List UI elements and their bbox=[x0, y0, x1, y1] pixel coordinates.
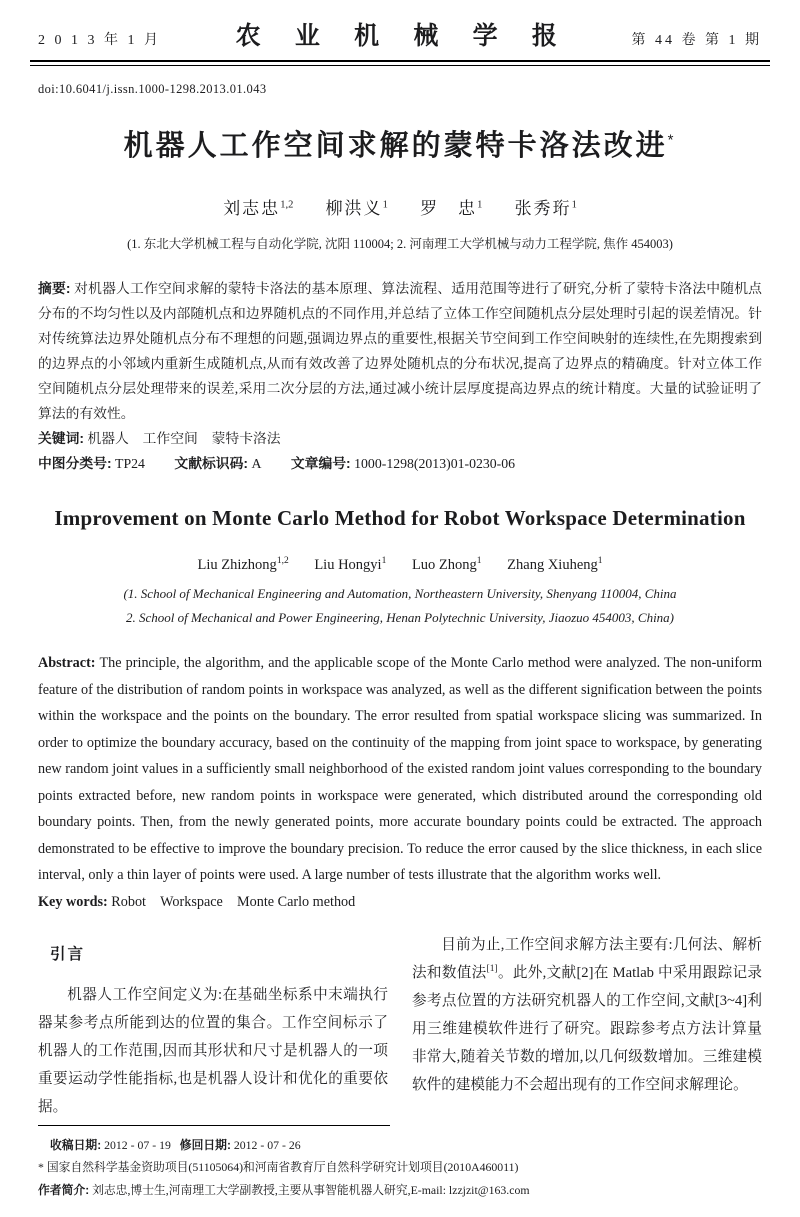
revised-value: 2012 - 07 - 26 bbox=[233, 1137, 301, 1152]
author-en-3 bbox=[412, 557, 482, 573]
footnote-block bbox=[0, 1125, 800, 1202]
chinese-title bbox=[0, 123, 800, 164]
clc-value: TP24 bbox=[115, 456, 145, 471]
author-en-4 bbox=[507, 557, 602, 573]
body-columns bbox=[38, 931, 762, 1121]
author-cn-1 bbox=[223, 199, 293, 218]
author-cn-2-name: 柳洪义 bbox=[325, 199, 383, 218]
english-abstract bbox=[38, 650, 762, 889]
author-en-2-sup: 1 bbox=[381, 556, 387, 567]
author-cn-3 bbox=[420, 199, 482, 218]
author-en-3-name: Luo Zhong bbox=[411, 557, 477, 573]
title-footnote-marker: * bbox=[667, 131, 677, 149]
right-paragraph-rest: 。此外,文献[2]在 Matlab 中采用跟踪记录参考点位置的方法研究机器人的工作空间,文献[3~4]利用三维建模软件进行了研究。跟踪参考点方法计算量非常大,随着关节数的增加,以几何级数增加。三维建模软件的建模能力不会超出现有的工作空间求解理论。 bbox=[412, 965, 762, 1093]
chinese-keywords: 机器人 工作空间 蒙特卡洛法 bbox=[87, 431, 281, 446]
english-authors bbox=[0, 557, 800, 574]
abstract-label-en: Abstract: bbox=[38, 655, 96, 671]
chinese-abstract-text: 对机器人工作空间求解的蒙特卡洛法的基本原理、算法流程、适用范围等进行了研究,分析了蒙特卡洛法中随机点分布的不均匀性以及内部随机点和边界随机点的不同作用,并总结了立体工作空间随机点分层处理时引起的误差情况。针对传统算法边界处随机点分布不理想的问题,强调边界点的重要性,根据关节空间到工作空间映射的连续性,在先期搜索到的边界点的小邻域内重新生成随机点,从而有效改善了边界处随机点的分布状况,提高了边界点的精确度。针对立体工作空间随机点分层处理带来的误差,采用二次分层的方法,通过减小统计层厚度提高边界点的统计精度。大量的试验证明了算法的有效性。 bbox=[38, 281, 762, 421]
doc-code-value: A bbox=[251, 456, 262, 471]
journal-header bbox=[0, 0, 800, 56]
chinese-affiliation: (1. 东北大学机械工程与自动化学院, 沈阳 110004; 2. 河南理工大学机械与动力工程学院, 焦作 454003) bbox=[127, 237, 673, 251]
english-affiliation-line1: (1. School of Mechanical Engineering and Automation, Northeastern University, Shenyang 110004, China bbox=[123, 586, 677, 601]
doi-line: doi:10.6041/j.issn.1000-1298.2013.01.043 bbox=[38, 82, 267, 96]
chinese-keywords-line bbox=[38, 426, 762, 451]
classification-line bbox=[38, 451, 762, 476]
author-en-1 bbox=[197, 557, 288, 573]
english-title: Improvement on Monte Carlo Method for Robot Workspace Determination bbox=[54, 506, 746, 530]
author-en-1-sup: 1,2 bbox=[276, 556, 289, 567]
author-cn-4 bbox=[515, 199, 577, 218]
bio-text: 刘志忠,博士生,河南理工大学副教授,主要从事智能机器人研究,E-mail: lzzjzit@163.com bbox=[92, 1182, 530, 1197]
author-cn-3-name: 罗 忠 bbox=[420, 199, 478, 218]
right-paragraph-start: 目前为止,工作空间求解方法主要有:几何法、解析法和数值法 bbox=[412, 937, 762, 981]
footnote-rule bbox=[38, 1125, 390, 1126]
english-keywords: Robot Workspace Monte Carlo method bbox=[111, 893, 356, 910]
left-column bbox=[38, 931, 388, 1121]
author-cn-1-sup: 1,2 bbox=[280, 199, 294, 211]
english-abstract-text: The principle, the algorithm, and the applicable scope of the Monte Carlo method were analyzed. The non-uniform feature of the distribution of random points in workspace was analyzed, as well as the different signification between the points within the workspace and the points on the boundary. The error resulted from spatial workspace slicing was summarized. In order to optimize the boundary accuracy, based on the continuity of the mapping from joint space to workspace, by generating new random joint values in a sufficiently small neighborhood of the existed random joint values corresponding to the boundary points extracted before, new random points in workspace were generated, which distributed around the corresponding old boundary points. Then, from the newly generated points, more accurate boundary points could be extracted. The approach demonstrated to be effective to improve the boundary precision. To reduce the error caused by the slice thickness, in each slice interval, only a thin layer of points were used. A large number of tests illustrate that the algorithm works well. bbox=[38, 655, 762, 883]
doc-code-label: 文献标识码: bbox=[174, 456, 248, 471]
author-en-3-sup: 1 bbox=[476, 556, 482, 567]
reference-1-marker: [1] bbox=[486, 964, 498, 975]
author-en-2-name: Liu Hongyi bbox=[314, 557, 382, 573]
header-double-rule bbox=[30, 60, 770, 66]
chinese-abstract bbox=[38, 276, 762, 426]
english-affiliation bbox=[0, 582, 800, 630]
author-cn-3-sup: 1 bbox=[477, 199, 483, 211]
right-paragraph bbox=[412, 931, 762, 1099]
clc-label: 中图分类号: bbox=[38, 456, 112, 471]
chinese-title-text: 机器人工作空间求解的蒙特卡洛法改进 bbox=[123, 130, 668, 162]
received-label: 收稿日期: bbox=[50, 1137, 102, 1152]
author-cn-2-sup: 1 bbox=[382, 199, 388, 211]
footnote bbox=[38, 1134, 762, 1202]
article-no-segment bbox=[291, 456, 515, 471]
revised-label: 修回日期: bbox=[179, 1137, 231, 1152]
right-column bbox=[412, 931, 762, 1121]
intro-paragraph: 机器人工作空间定义为:在基础坐标系中末端执行器某参考点所能到达的位置的集合。工作空间标示了机器人的工作范围,因而其形状和尺寸是机器人的一项重要运动学性能指标,也是机器人设计和优化的重要依据。 bbox=[38, 987, 388, 1115]
article-no-value: 1000-1298(2013)01-0230-06 bbox=[354, 456, 516, 471]
author-cn-4-name: 张秀珩 bbox=[514, 199, 572, 218]
english-affiliation-line2: 2. School of Mechanical and Power Engineering, Henan Polytechnic University, Jiaozuo 454003, China) bbox=[125, 610, 675, 625]
author-cn-4-sup: 1 bbox=[571, 199, 577, 211]
header-issue: 第 44 卷 第 1 期 bbox=[631, 33, 762, 48]
keywords-label-cn: 关键词: bbox=[38, 431, 84, 446]
header-date: 2 0 1 3 年 1 月 bbox=[38, 33, 161, 48]
author-cn-2 bbox=[326, 199, 388, 218]
chinese-authors bbox=[0, 194, 800, 219]
author-cn-1-name: 刘志忠 bbox=[223, 199, 281, 218]
author-en-1-name: Liu Zhizhong bbox=[197, 557, 277, 573]
clc-segment bbox=[38, 456, 145, 471]
keywords-label-en: Key words: bbox=[38, 893, 108, 910]
author-en-4-sup: 1 bbox=[597, 556, 603, 567]
abstract-label-cn: 摘要: bbox=[38, 281, 71, 296]
bio-label: 作者简介: bbox=[38, 1182, 90, 1197]
doc-code-segment bbox=[174, 456, 261, 471]
intro-heading: 引言 bbox=[50, 946, 86, 963]
received-value: 2012 - 07 - 19 bbox=[104, 1137, 171, 1152]
journal-title: 农 业 机 械 学 报 bbox=[235, 23, 571, 50]
article-no-label: 文章编号: bbox=[290, 456, 351, 471]
author-en-2 bbox=[314, 557, 386, 573]
author-en-4-name: Zhang Xiuheng bbox=[507, 557, 598, 573]
footnote-dates-line bbox=[38, 1134, 762, 1157]
english-keywords-line bbox=[38, 889, 762, 916]
footnote-bio-line bbox=[38, 1179, 762, 1202]
footnote-funding-line: * 国家自然科学基金资助项目(51105064)和河南省教育厅自然科学研究计划项目(2010A460011) bbox=[38, 1160, 519, 1174]
